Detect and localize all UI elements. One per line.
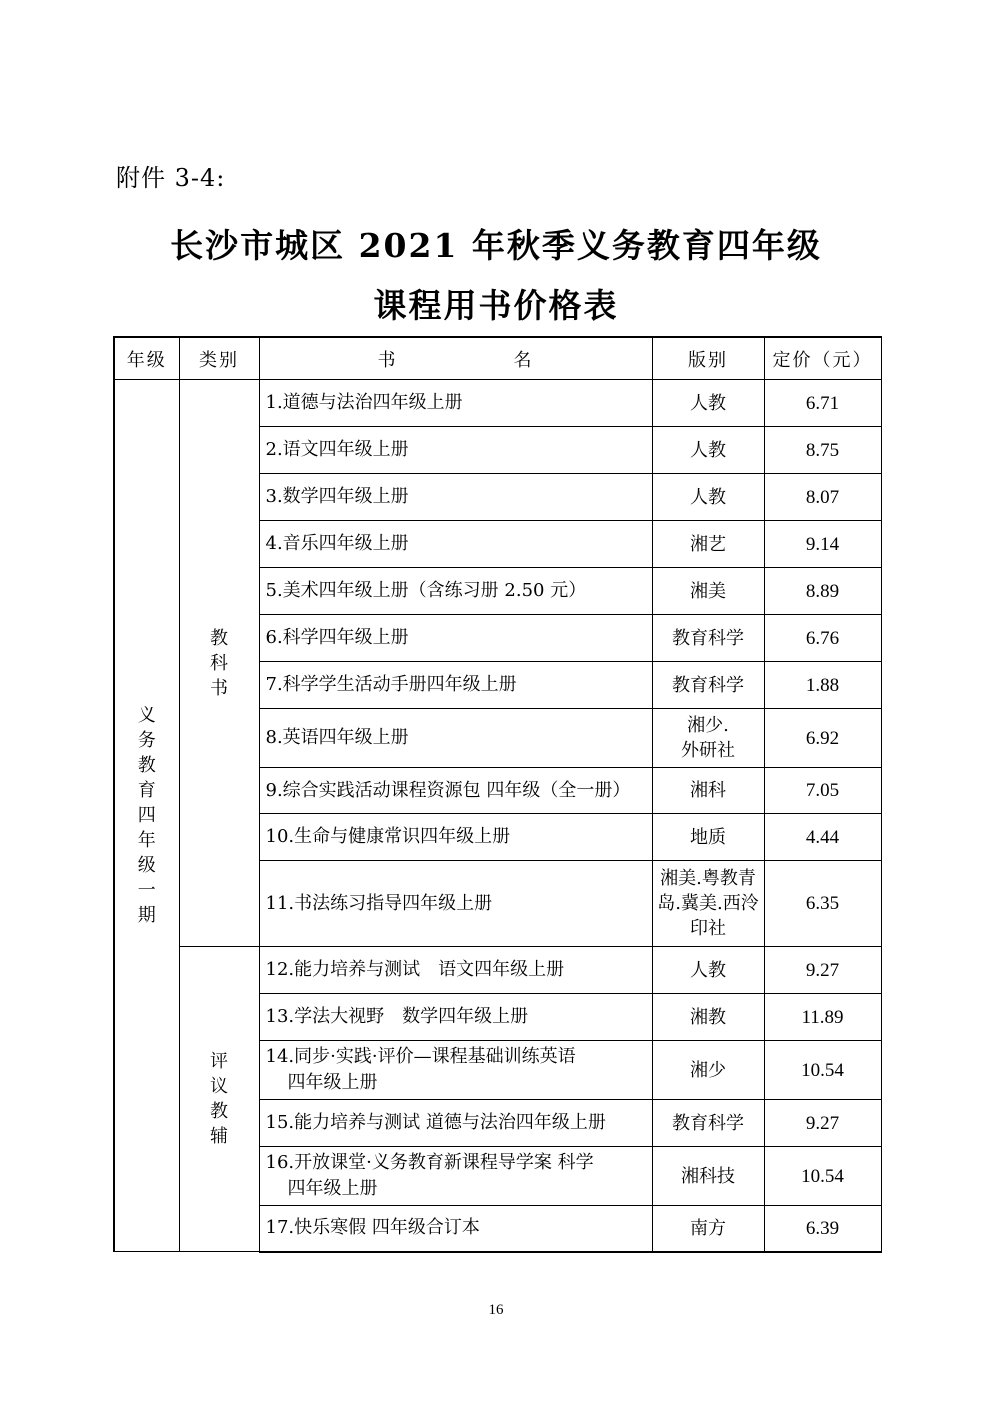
book-name: 16.开放课堂·义务教育新课程导学案 科学 四年级上册: [259, 1147, 652, 1206]
book-name: 13.学法大视野 数学四年级上册: [259, 994, 652, 1041]
book-name: 8.英语四年级上册: [259, 709, 652, 768]
price: 10.54: [764, 1041, 881, 1100]
book-name: 14.同步·实践·评价—课程基础训练英语 四年级上册: [259, 1041, 652, 1100]
header-edition: 版别: [652, 337, 764, 380]
page-number: 16: [488, 1302, 504, 1318]
page-title: 长沙市城区 2021 年秋季义务教育四年级: [170, 226, 822, 265]
book-name: 1.道德与法治四年级上册: [259, 380, 652, 427]
book-name: 4.音乐四年级上册: [259, 521, 652, 568]
edition: 湘教: [652, 994, 764, 1041]
price: 9.14: [764, 521, 881, 568]
category-supplementary-cell: 评 议 教 辅: [179, 947, 259, 1252]
edition: 湘艺: [652, 521, 764, 568]
header-book-char1: 书: [377, 349, 398, 371]
price: 9.27: [764, 1100, 881, 1147]
edition: 人教: [652, 427, 764, 474]
header-price: 定价（元）: [764, 337, 881, 380]
book-name: 12.能力培养与测试 语文四年级上册: [259, 947, 652, 994]
price: 8.75: [764, 427, 881, 474]
edition: 南方: [652, 1206, 764, 1252]
table-header-row: [114, 337, 881, 380]
price: 1.88: [764, 662, 881, 709]
edition: 教育科学: [652, 1100, 764, 1147]
book-name: 7.科学学生活动手册四年级上册: [259, 662, 652, 709]
price: 9.27: [764, 947, 881, 994]
price: 8.89: [764, 568, 881, 615]
edition: 地质: [652, 814, 764, 861]
category-textbook-cell: 教 科 书: [179, 380, 259, 947]
edition: 教育科学: [652, 662, 764, 709]
price: 4.44: [764, 814, 881, 861]
edition: 教育科学: [652, 615, 764, 662]
book-name: 3.数学四年级上册: [259, 474, 652, 521]
grade-cell: 义 务 教 育 四 年 级 一 期: [114, 380, 179, 1252]
book-name: 5.美术四年级上册（含练习册 2.50 元）: [259, 568, 652, 615]
attachment-label: 附件 3-4:: [116, 164, 226, 192]
price: 6.92: [764, 709, 881, 768]
price: 6.39: [764, 1206, 881, 1252]
book-name: 15.能力培养与测试 道德与法治四年级上册: [259, 1100, 652, 1147]
edition: 湘美.粤教青 岛.冀美.西泠 印社: [652, 861, 764, 947]
book-name: 10.生命与健康常识四年级上册: [259, 814, 652, 861]
price: 10.54: [764, 1147, 881, 1206]
price: 6.35: [764, 861, 881, 947]
price: 8.07: [764, 474, 881, 521]
price: 6.71: [764, 380, 881, 427]
edition: 湘科: [652, 768, 764, 814]
edition: 人教: [652, 947, 764, 994]
book-name: 17.快乐寒假 四年级合订本: [259, 1206, 652, 1252]
price: 11.89: [764, 994, 881, 1041]
price-table: [113, 336, 882, 1253]
edition: 湘科技: [652, 1147, 764, 1206]
table-row: [114, 947, 881, 994]
edition: 人教: [652, 474, 764, 521]
book-name: 11.书法练习指导四年级上册: [259, 861, 652, 947]
header-book-name: [259, 337, 652, 380]
edition: 湘美: [652, 568, 764, 615]
page-subtitle: 课程用书价格表: [373, 286, 619, 325]
book-name: 9.综合实践活动课程资源包 四年级（全一册）: [259, 768, 652, 814]
book-name: 6.科学四年级上册: [259, 615, 652, 662]
edition: 人教: [652, 380, 764, 427]
edition: 湘少: [652, 1041, 764, 1100]
header-book-char2: 名: [513, 349, 534, 371]
edition: 湘少. 外研社: [652, 709, 764, 768]
table-row: [114, 380, 881, 427]
price: 6.76: [764, 615, 881, 662]
header-grade: 年级: [114, 337, 179, 380]
book-name: 2.语文四年级上册: [259, 427, 652, 474]
price: 7.05: [764, 768, 881, 814]
header-category: 类别: [179, 337, 259, 380]
